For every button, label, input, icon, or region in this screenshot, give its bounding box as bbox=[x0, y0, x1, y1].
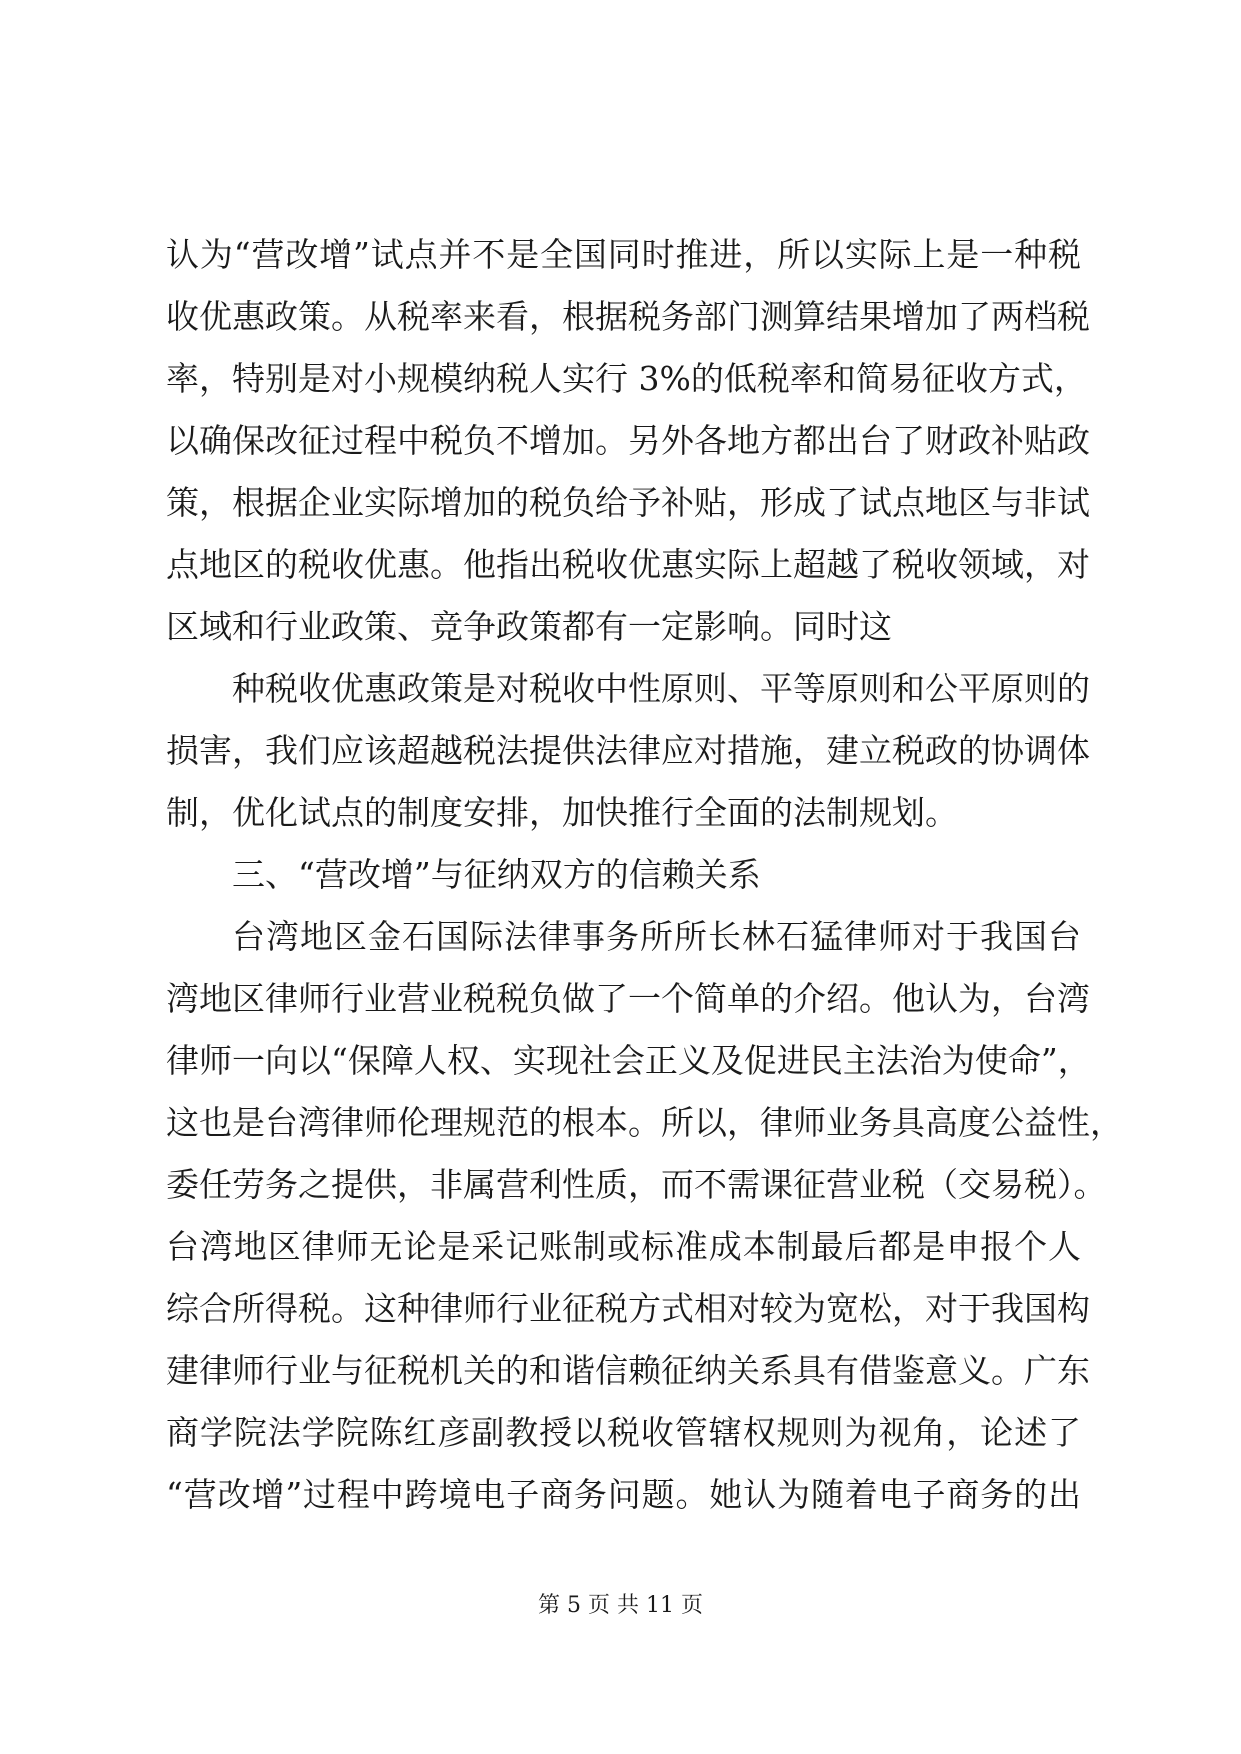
text-line: 商学院法学院陈红彦副教授以税收管辖权规则为视角，论述了 bbox=[166, 1413, 1081, 1452]
page-footer: 第 5 页 共 11 页 bbox=[538, 1593, 703, 1618]
text-line: 台湾地区律师无论是采记账制或标准成本制最后都是申报个人 bbox=[166, 1227, 1081, 1266]
text-line: 这也是台湾律师伦理规范的根本。所以，律师业务具高度公益性， bbox=[166, 1103, 1123, 1142]
text-line: 湾地区律师行业营业税税负做了一个简单的介绍。他认为，台湾 bbox=[166, 979, 1090, 1018]
paragraph-first-line: 台湾地区金石国际法律事务所所长林石猛律师对于我国台 bbox=[232, 917, 1081, 956]
text-line: 收优惠政策。从税率来看，根据税务部门测算结果增加了两档税 bbox=[166, 297, 1090, 336]
text-line: 率，特别是对小规模纳税人实行 3%的低税率和简易征收方式， bbox=[166, 359, 1087, 398]
text-line: 区域和行业政策、竞争政策都有一定影响。同时这 bbox=[166, 607, 892, 646]
text-line: 律师一向以“保障人权、实现社会正义及促进民主法治为使命”， bbox=[166, 1041, 1091, 1080]
text-line: “营改增”过程中跨境电子商务问题。她认为随着电子商务的出 bbox=[166, 1475, 1081, 1514]
text-line: 制，优化试点的制度安排，加快推行全面的法制规划。 bbox=[166, 793, 958, 832]
text-line: 点地区的税收优惠。他指出税收优惠实际上超越了税收领域，对 bbox=[166, 545, 1090, 584]
paragraph-first-line: 种税收优惠政策是对税收中性原则、平等原则和公平原则的 bbox=[232, 669, 1090, 708]
text-line: 策，根据企业实际增加的税负给予补贴，形成了试点地区与非试 bbox=[166, 483, 1090, 522]
text-line: 委任劳务之提供，非属营利性质，而不需课征营业税（交易税）。 bbox=[166, 1165, 1107, 1204]
text-line: 损害，我们应该超越税法提供法律应对措施，建立税政的协调体 bbox=[166, 731, 1090, 770]
text-line: 建律师行业与征税机关的和谐信赖征纳关系具有借鉴意义。广东 bbox=[166, 1351, 1090, 1390]
section-heading: 三、“营改增”与征纳双方的信赖关系 bbox=[232, 855, 761, 894]
text-line: 综合所得税。这种律师行业征税方式相对较为宽松，对于我国构 bbox=[166, 1289, 1090, 1328]
text-line: 以确保改征过程中税负不增加。另外各地方都出台了财政补贴政 bbox=[166, 421, 1090, 460]
text-line: 认为“营改增”试点并不是全国同时推进，所以实际上是一种税 bbox=[166, 235, 1081, 274]
